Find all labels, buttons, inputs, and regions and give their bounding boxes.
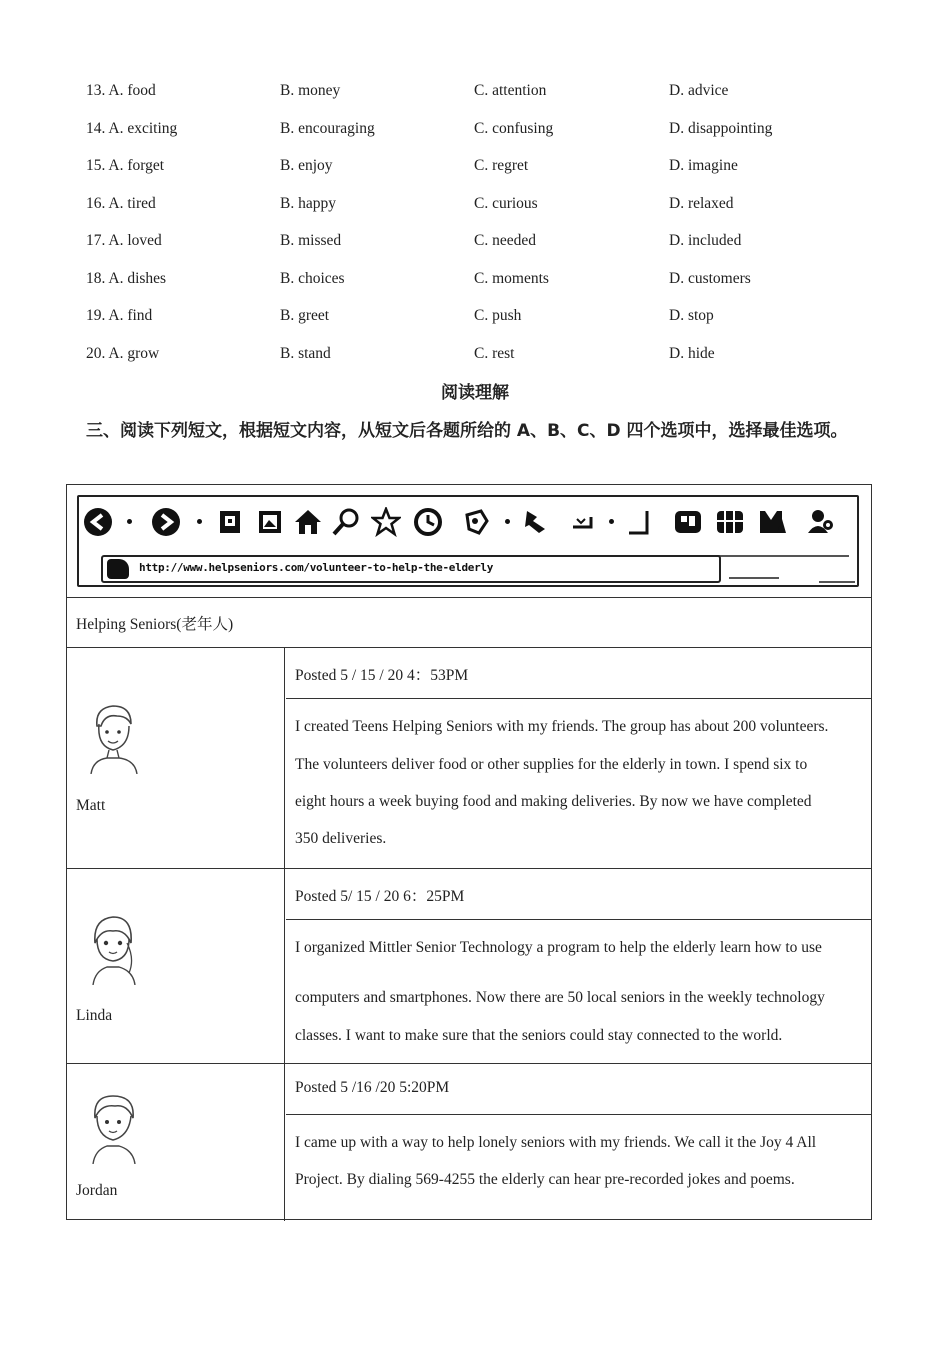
print-icon [519, 507, 549, 537]
tools-icon [625, 507, 655, 537]
author-name: Jordan [76, 1182, 118, 1199]
option-b: B. happy [280, 194, 336, 212]
option-d: D. imagine [669, 157, 738, 174]
option-c: C. needed [474, 232, 536, 249]
post-content-cell [286, 869, 872, 1063]
toolbar-rule [819, 581, 855, 583]
post-line: I came up with a way to help lonely seniors with my friends. We call it the Joy 4 All [295, 1134, 817, 1151]
post-line: 350 deliveries. [295, 830, 387, 847]
option-b: B. missed [280, 232, 342, 249]
download-icon [567, 507, 597, 537]
option-b: B. enjoy [280, 157, 333, 174]
settings-icon [715, 507, 745, 537]
bookmark-icon [757, 507, 787, 537]
favorites-star-icon [371, 507, 401, 537]
forward-arrow-icon [151, 507, 181, 537]
separator-dot [505, 519, 510, 524]
option-b: B. encouraging [280, 119, 375, 137]
option-b: B. stand [280, 344, 331, 362]
option-d: D. advice [669, 82, 729, 99]
option-row-14 [86, 118, 886, 156]
post-date-row [286, 648, 872, 699]
author-name: Linda [76, 1007, 113, 1024]
home-icon [293, 507, 323, 537]
table-title-row [67, 597, 872, 648]
post-line: The volunteers deliver food or other supplies for the elderly in town. I spend six to [295, 756, 808, 773]
post-date: Posted 5 /16 /20 5:20PM [295, 1079, 450, 1096]
author-cell [67, 648, 285, 868]
post-date-row [286, 1064, 872, 1115]
option-c: C. rest [474, 344, 515, 362]
option-d: D. relaxed [669, 194, 734, 212]
option-a: 15. A. forget [86, 157, 165, 174]
option-a: 17. A. loved [86, 232, 162, 249]
separator-dot [609, 519, 614, 524]
post-date: Posted 5/ 15 / 20 6：25PM [295, 888, 465, 905]
instruction: 三、阅读下列短文，根据短文内容，从短文后各题所给的 A、B、C、D 四个选项中，选择最佳选项。 [86, 421, 848, 441]
option-a: 18. A. dishes [86, 269, 167, 287]
post-content-cell [286, 648, 872, 868]
post-line: computers and smartphones. Now there are 50 local seniors in the weekly technology [295, 989, 825, 1006]
option-row-13 [86, 80, 886, 118]
option-row-16 [86, 193, 886, 231]
option-row-17 [86, 230, 886, 268]
mail-icon [673, 507, 703, 537]
option-d: D. hide [669, 344, 715, 362]
option-a: 19. A. find [86, 307, 153, 324]
avatar [85, 913, 143, 985]
refresh-icon [461, 507, 491, 537]
post-line: I created Teens Helping Seniors with my friends. The group has about 200 volunteers. [295, 718, 829, 735]
post-linda [67, 869, 872, 1064]
author-name: Matt [76, 797, 106, 814]
search-icon [331, 507, 361, 537]
option-row-19 [86, 305, 886, 343]
post-content-cell [286, 1064, 872, 1221]
option-d: D. disappointing [669, 119, 773, 137]
answer-options [86, 80, 886, 380]
post-date-row [286, 869, 872, 920]
author-cell [67, 869, 285, 1063]
option-d: D. stop [669, 307, 714, 324]
option-row-18 [86, 268, 886, 306]
post-jordan [67, 1064, 872, 1221]
section-title: 阅读理解 [441, 383, 509, 403]
post-line: Project. By dialing 569-4255 the elderly can hear pre-recorded jokes and poems. [295, 1171, 795, 1188]
back-arrow-icon [83, 507, 113, 537]
option-row-15 [86, 155, 886, 193]
option-d: D. included [669, 232, 742, 249]
page-favicon-icon [107, 559, 129, 579]
avatar [85, 1092, 143, 1164]
address-url: http://www.helpseniors.com/volunteer-to-help-the-elderly [139, 561, 494, 574]
table-title: Helping Seniors(老年人) [76, 616, 234, 633]
browser-screenshot [67, 485, 872, 598]
page-icon [215, 507, 245, 537]
user-icon [805, 507, 835, 537]
option-a: 16. A. tired [86, 194, 156, 212]
post-matt [67, 648, 872, 869]
post-line: eight hours a week buying food and making deliveries. By now we have completed [295, 793, 812, 810]
toolbar-rule [729, 577, 779, 579]
separator-dot [127, 519, 132, 524]
post-line: I organized Mittler Senior Technology a program to help the elderly learn how to use [295, 939, 822, 956]
option-c: C. push [474, 307, 522, 324]
option-row-20 [86, 343, 886, 381]
option-a: 20. A. grow [86, 344, 160, 362]
option-c: C. attention [474, 82, 547, 99]
option-a: 13. A. food [86, 82, 156, 99]
browser-frame [77, 495, 859, 587]
reading-table [66, 484, 872, 1220]
option-c: C. moments [474, 269, 549, 287]
option-b: B. money [280, 82, 341, 99]
option-c: C. regret [474, 157, 529, 174]
post-date: Posted 5 / 15 / 20 4：53PM [295, 667, 469, 684]
address-bar[interactable] [101, 555, 721, 583]
separator-dot [197, 519, 202, 524]
option-b: B. choices [280, 269, 345, 287]
option-c: C. curious [474, 194, 538, 212]
author-cell [67, 1064, 285, 1221]
option-a: 14. A. exciting [86, 119, 178, 137]
history-icon [413, 507, 443, 537]
avatar [85, 702, 143, 774]
post-line: classes. I want to make sure that the seniors could stay connected to the world. [295, 1027, 783, 1044]
option-d: D. customers [669, 269, 751, 287]
image-icon [255, 507, 285, 537]
option-b: B. greet [280, 307, 330, 324]
option-c: C. confusing [474, 119, 554, 137]
